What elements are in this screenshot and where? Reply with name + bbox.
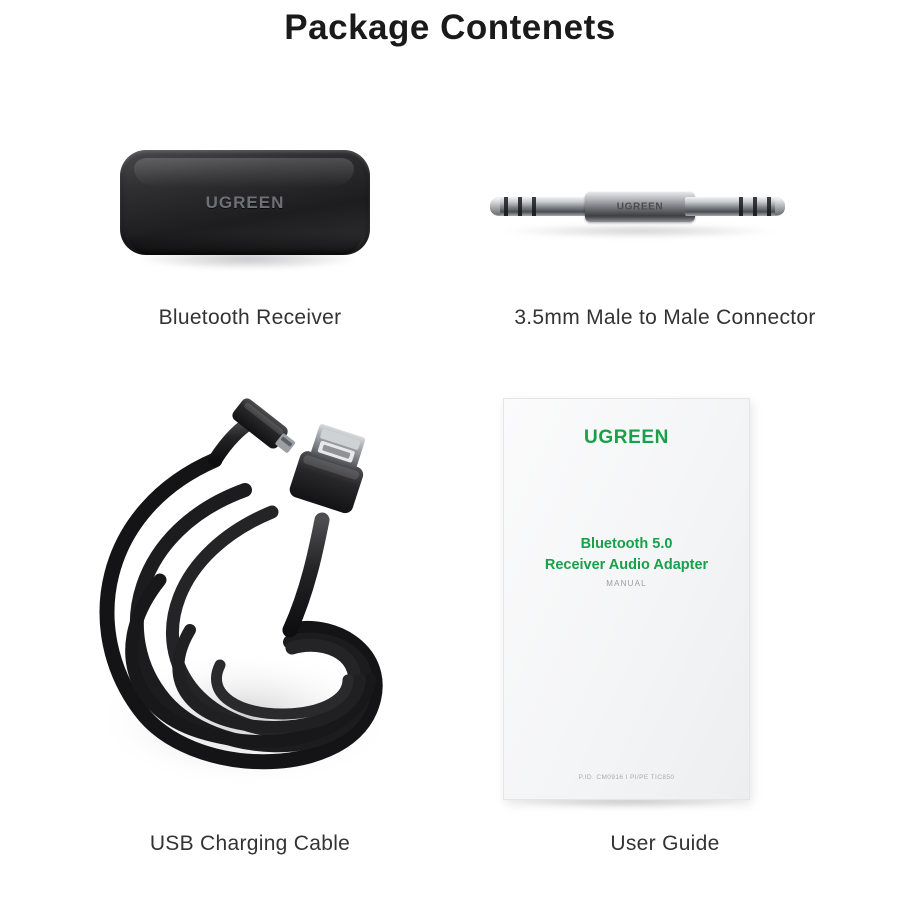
ugreen-logo: UGREEN (616, 201, 664, 213)
product-item-connector (455, 120, 875, 360)
plug-ring (518, 197, 522, 216)
usb-cable-illustration (40, 380, 460, 820)
caption-user-guide: User Guide (610, 832, 720, 855)
plug-ring (532, 197, 536, 216)
plug-ring (504, 197, 508, 216)
product-item-user-guide (455, 380, 875, 880)
bluetooth-receiver-illustration (40, 120, 460, 290)
plug-ring (753, 197, 757, 216)
plug-tip-left (490, 198, 500, 215)
caption-bluetooth-receiver: Bluetooth Receiver (158, 306, 342, 329)
drop-shadow (505, 224, 775, 238)
connector-barrel (585, 192, 695, 222)
product-item-usb-cable (40, 380, 460, 880)
manual-subtitle: MANUAL (606, 579, 647, 589)
connector-body (490, 192, 785, 222)
plug-ring (767, 197, 771, 216)
plug-ring (739, 197, 743, 216)
manual-title-line-1: Bluetooth 5.0 (580, 536, 673, 552)
ugreen-logo: UGREEN (205, 192, 285, 212)
manual-title-line-2: Receiver Audio Adapter (544, 557, 709, 574)
caption-usb-cable: USB Charging Cable (149, 832, 351, 855)
plug-left (490, 197, 590, 216)
receiver-body (120, 150, 370, 255)
manual-footer-code: P.ID. CM0916 I PI/PE TIC850 (578, 774, 675, 781)
connector-illustration (455, 120, 875, 290)
caption-connector: 3.5mm Male to Male Connector (514, 306, 816, 329)
product-item-bluetooth-receiver (40, 120, 460, 360)
manual-title-block (504, 534, 749, 588)
manual-cover (503, 398, 750, 800)
receiver-highlight (134, 158, 354, 188)
ugreen-logo: UGREEN (584, 427, 669, 448)
usb-cable-drawing (40, 380, 460, 820)
plug-tip-right (775, 198, 785, 215)
plug-right (685, 197, 785, 216)
page-title: Package Contenets (284, 8, 616, 47)
receiver-bottom-edge (128, 233, 362, 255)
user-guide-illustration (455, 380, 875, 820)
